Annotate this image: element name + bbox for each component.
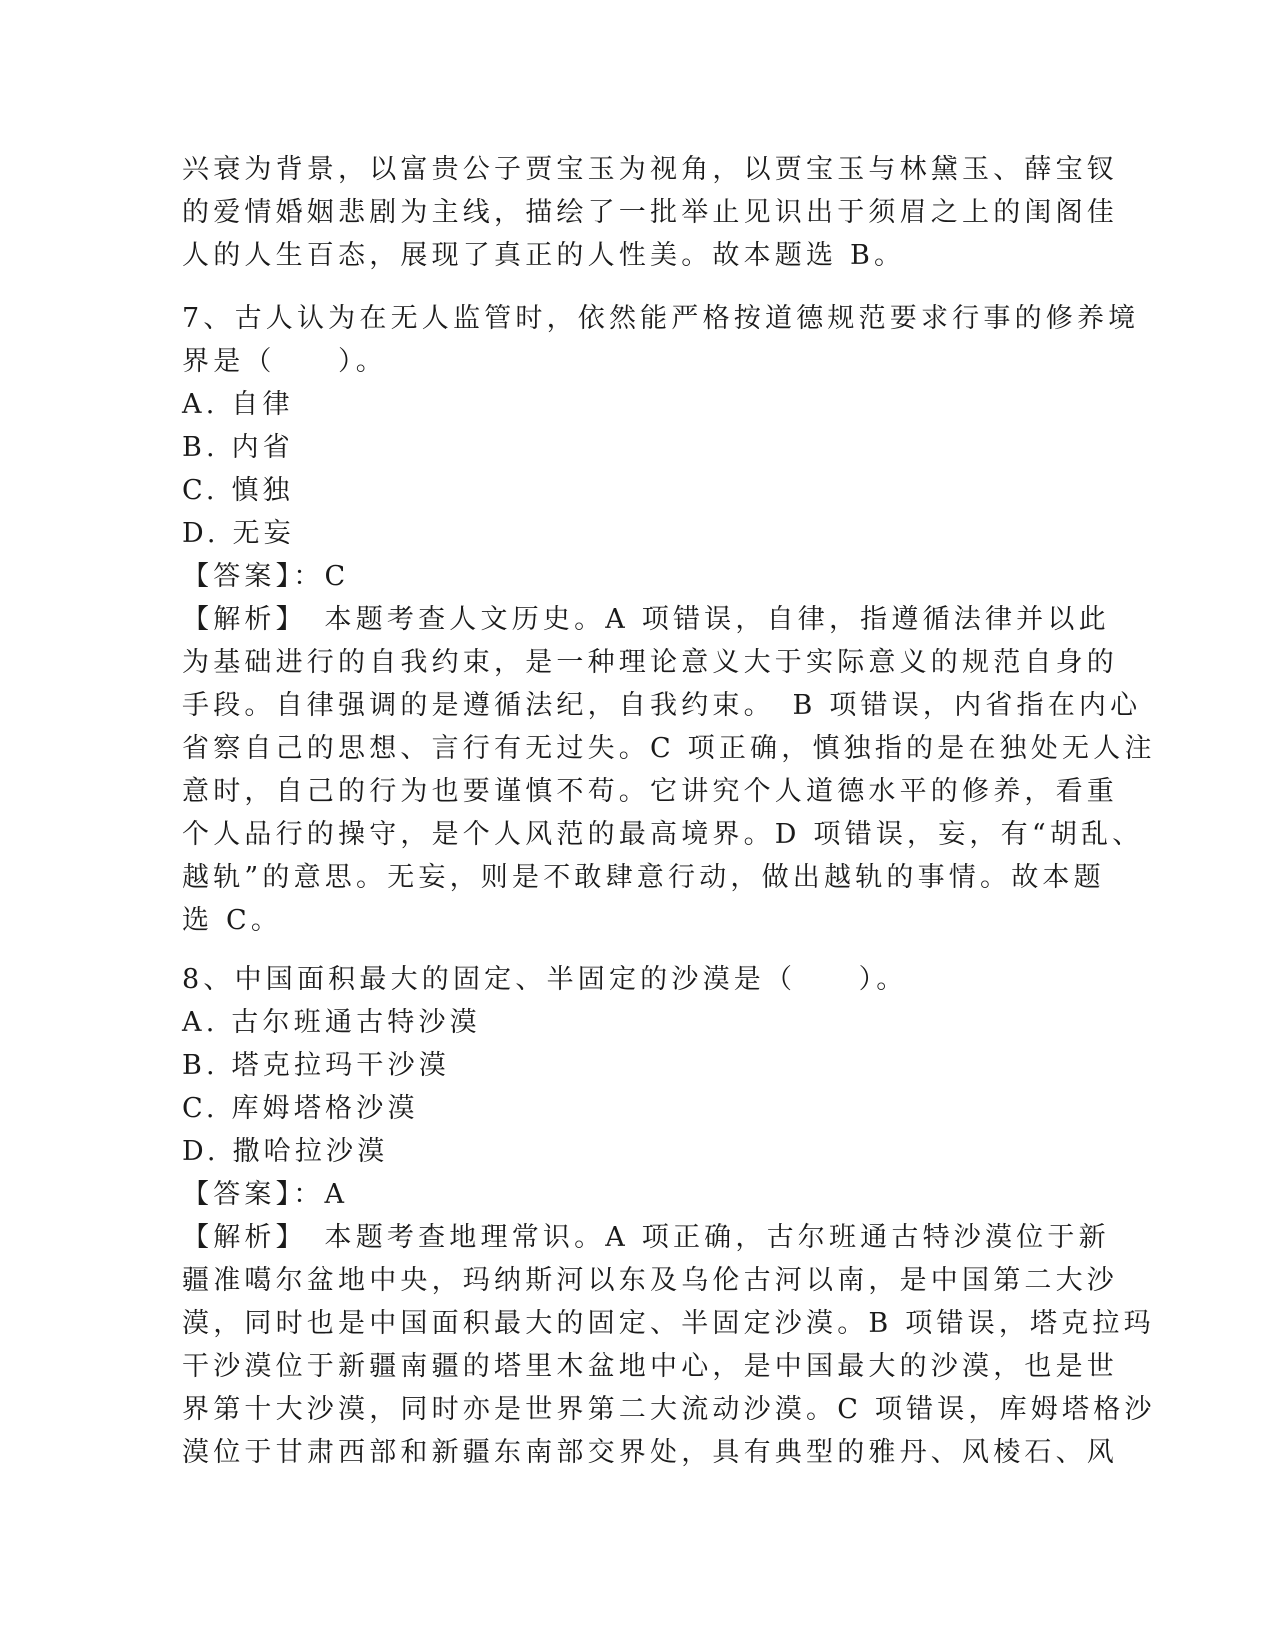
analysis-line: 越轨”的意思。无妄，则是不敢肆意行动，做出越轨的事情。故本题 <box>182 862 1105 893</box>
analysis-line: 选 C。 <box>182 905 283 936</box>
question-7 <box>182 297 1156 942</box>
answer: 【答案】：A <box>182 1179 349 1210</box>
option-a: A. 自律 <box>182 389 294 420</box>
text-line: 人的人生百态，展现了真正的人性美。故本题选 B。 <box>182 240 906 271</box>
analysis-line: 疆准噶尔盆地中央，玛纳斯河以东及乌伦古河以南，是中国第二大沙 <box>182 1265 1118 1296</box>
question-8 <box>182 958 1156 1474</box>
option-c: C. 慎独 <box>182 475 294 506</box>
document-page <box>182 148 1156 1474</box>
analysis-line: 【解析】 本题考查地理常识。A 项正确，古尔班通古特沙漠位于新 <box>182 1222 1110 1253</box>
analysis-line: 干沙漠位于新疆南疆的塔里木盆地中心，是中国最大的沙漠，也是世 <box>182 1351 1118 1382</box>
previous-analysis-continuation <box>182 148 1118 277</box>
option-b: B. 内省 <box>182 432 295 463</box>
option-c: C. 库姆塔格沙漠 <box>182 1093 419 1124</box>
option-d: D. 撒哈拉沙漠 <box>182 1136 389 1167</box>
analysis-line: 个人品行的操守，是个人风范的最高境界。D 项错误，妄，有“胡乱、 <box>182 819 1144 850</box>
question-stem: 8、中国面积最大的固定、半固定的沙漠是（ ）。 <box>182 964 908 995</box>
question-stem: 7、古人认为在无人监管时，依然能严格按道德规范要求行事的修养境 <box>182 303 1140 334</box>
analysis-line: 【解析】 本题考查人文历史。A 项错误，自律，指遵循法律并以此 <box>182 604 1110 635</box>
analysis-line: 漠，同时也是中国面积最大的固定、半固定沙漠。B 项错误，塔克拉玛 <box>182 1308 1155 1339</box>
text-line: 兴衰为背景，以富贵公子贾宝玉为视角，以贾宝玉与林黛玉、薛宝钗 <box>182 154 1118 185</box>
analysis-line: 为基础进行的自我约束，是一种理论意义大于实际意义的规范自身的 <box>182 647 1118 678</box>
option-d: D. 无妄 <box>182 518 295 549</box>
analysis-line: 手段。自律强调的是遵循法纪，自我约束。 B 项错误，内省指在内心 <box>182 690 1142 721</box>
answer: 【答案】：C <box>182 561 350 592</box>
text-line: 的爱情婚姻悲剧为主线，描绘了一批举止见识出于须眉之上的闺阁佳 <box>182 197 1118 228</box>
question-stem: 界是（ ）。 <box>182 346 387 377</box>
option-b: B. 塔克拉玛干沙漠 <box>182 1050 451 1081</box>
analysis-line: 省察自己的思想、言行有无过失。C 项正确，慎独指的是在独处无人注 <box>182 733 1156 764</box>
analysis-line: 漠位于甘肃西部和新疆东南部交界处，具有典型的雅丹、风棱石、风 <box>182 1437 1118 1468</box>
analysis-line: 意时，自己的行为也要谨慎不苟。它讲究个人道德水平的修养，看重 <box>182 776 1118 807</box>
option-a: A. 古尔班通古特沙漠 <box>182 1007 481 1038</box>
analysis-line: 界第十大沙漠，同时亦是世界第二大流动沙漠。C 项错误，库姆塔格沙 <box>182 1394 1156 1425</box>
